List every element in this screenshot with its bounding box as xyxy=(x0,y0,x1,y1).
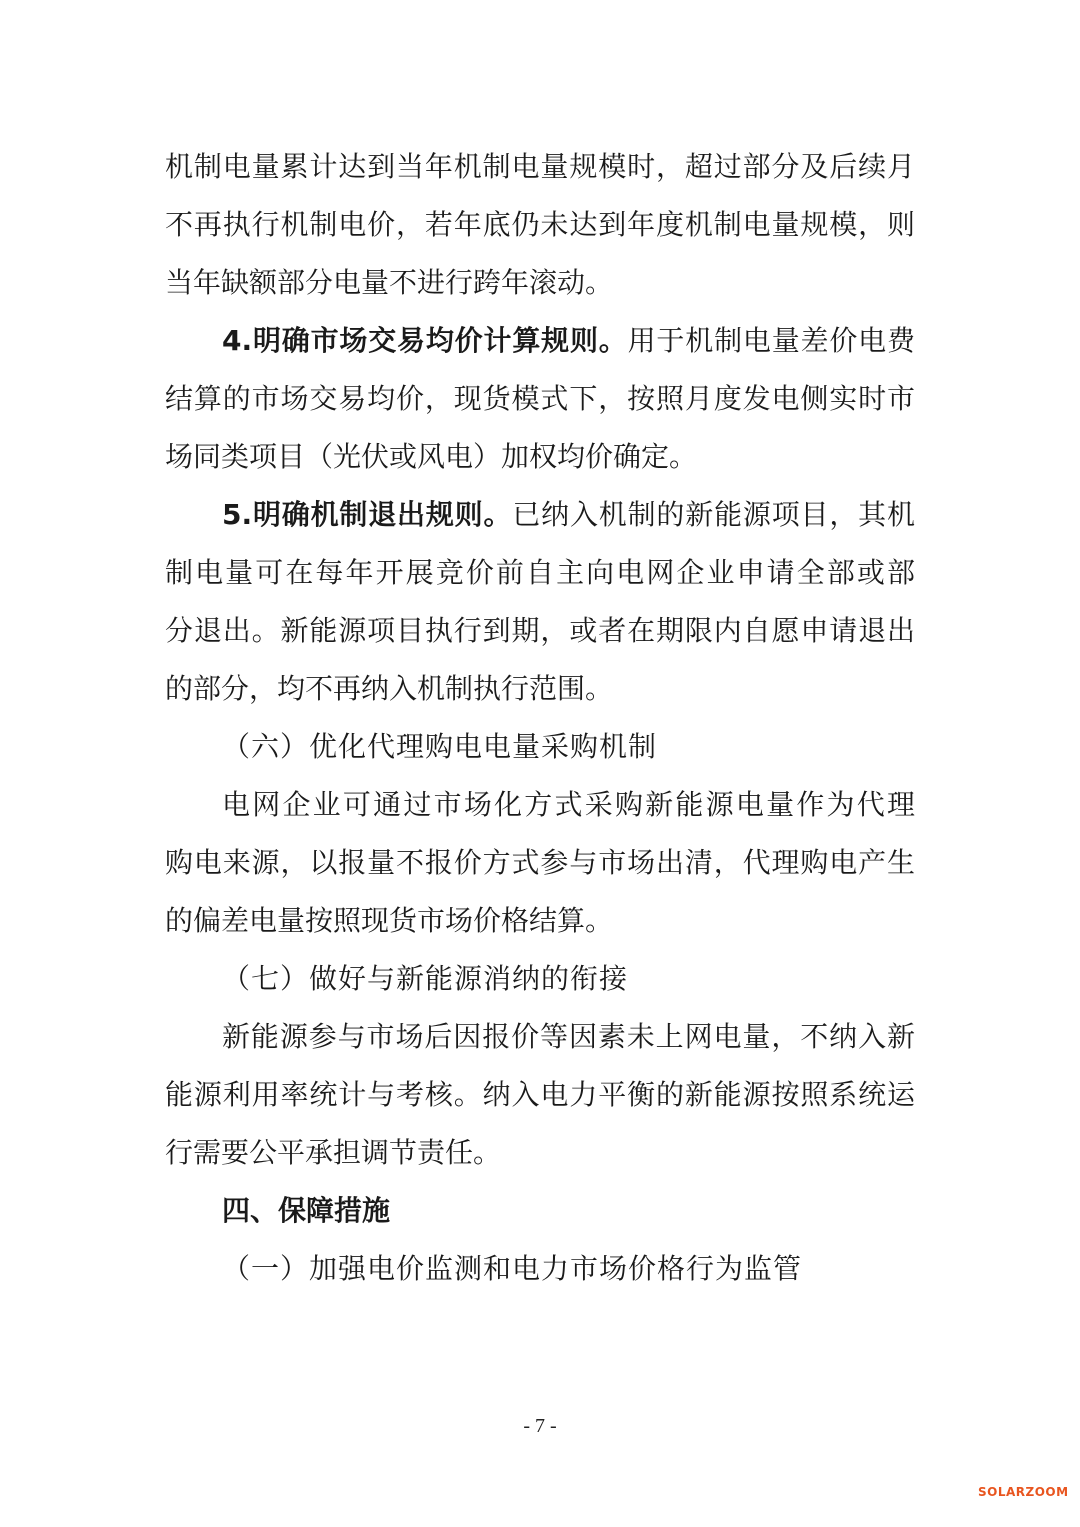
paragraph-line xyxy=(0,899,1080,943)
line-text: 分退出。新能源项目执行到期，或者在期限内自愿申请退出 xyxy=(165,614,915,647)
line-text: 场同类项目（光伏或风电）加权均价确定。 xyxy=(165,440,698,473)
item-4-first-rest: 用于机制电量差价电费 xyxy=(627,324,915,357)
item-4-line xyxy=(222,319,915,363)
line-text: 新能源参与市场后因报价等因素未上网电量，不纳入新 xyxy=(222,1020,915,1053)
section-7-title xyxy=(0,957,1080,1001)
chapter-4-sub-1-text: （一）加强电价监测和电力市场价格行为监管 xyxy=(222,1252,803,1285)
line-text: 购电来源，以报量不报价方式参与市场出清，代理购电产生 xyxy=(165,846,915,879)
paragraph-line xyxy=(0,435,1080,479)
section-6-title xyxy=(0,725,1080,769)
line-text: 行需要公平承担调节责任。 xyxy=(165,1136,502,1169)
item-5-line xyxy=(222,493,915,537)
paragraph-line xyxy=(0,203,1080,247)
item-5-first-rest: 已纳入机制的新能源项目，其机 xyxy=(512,498,915,531)
paragraph-line xyxy=(0,1073,1080,1117)
chapter-4-sub-1 xyxy=(0,1247,1080,1291)
line-text: 的偏差电量按照现货市场价格结算。 xyxy=(165,904,614,937)
paragraph-line xyxy=(0,667,1080,711)
watermark-logo: SOLARZOOM xyxy=(978,1485,1069,1499)
paragraph-line xyxy=(0,1131,1080,1175)
paragraph-line xyxy=(0,145,1080,189)
item-5-heading: 5.明确机制退出规则。 xyxy=(222,498,513,531)
paragraph-line xyxy=(0,609,1080,653)
line-text: 机制电量累计达到当年机制电量规模时，超过部分及后续月 xyxy=(165,150,915,183)
paragraph-line xyxy=(0,261,1080,305)
line-text: 当年缺额部分电量不进行跨年滚动。 xyxy=(165,266,614,299)
paragraph-line xyxy=(0,841,1080,885)
item-4-heading: 4.明确市场交易均价计算规则。 xyxy=(222,324,628,357)
line-text: 不再执行机制电价，若年底仍未达到年度机制电量规模，则 xyxy=(165,208,915,241)
chapter-4-title xyxy=(0,1189,1080,1233)
line-text: 电网企业可通过市场化方式采购新能源电量作为代理 xyxy=(222,788,915,821)
page-number: - 7 - xyxy=(523,1415,557,1437)
section-7-title-text: （七）做好与新能源消纳的衔接 xyxy=(222,962,629,995)
paragraph-line xyxy=(0,1015,1080,1059)
chapter-4-title-text: 四、保障措施 xyxy=(222,1194,391,1227)
line-text: 的部分，均不再纳入机制执行范围。 xyxy=(165,672,614,705)
item-5-first-line xyxy=(0,493,1080,537)
paragraph-line xyxy=(0,377,1080,421)
paragraph-line xyxy=(0,783,1080,827)
section-6-title-text: （六）优化代理购电电量采购机制 xyxy=(222,730,658,763)
item-4-first-line xyxy=(0,319,1080,363)
line-text: 结算的市场交易均价，现货模式下，按照月度发电侧实时市 xyxy=(165,382,915,415)
line-text: 制电量可在每年开展竞价前自主向电网企业申请全部或部 xyxy=(165,556,915,589)
paragraph-line xyxy=(0,551,1080,595)
line-text: 能源利用率统计与考核。纳入电力平衡的新能源按照系统运 xyxy=(165,1078,915,1111)
